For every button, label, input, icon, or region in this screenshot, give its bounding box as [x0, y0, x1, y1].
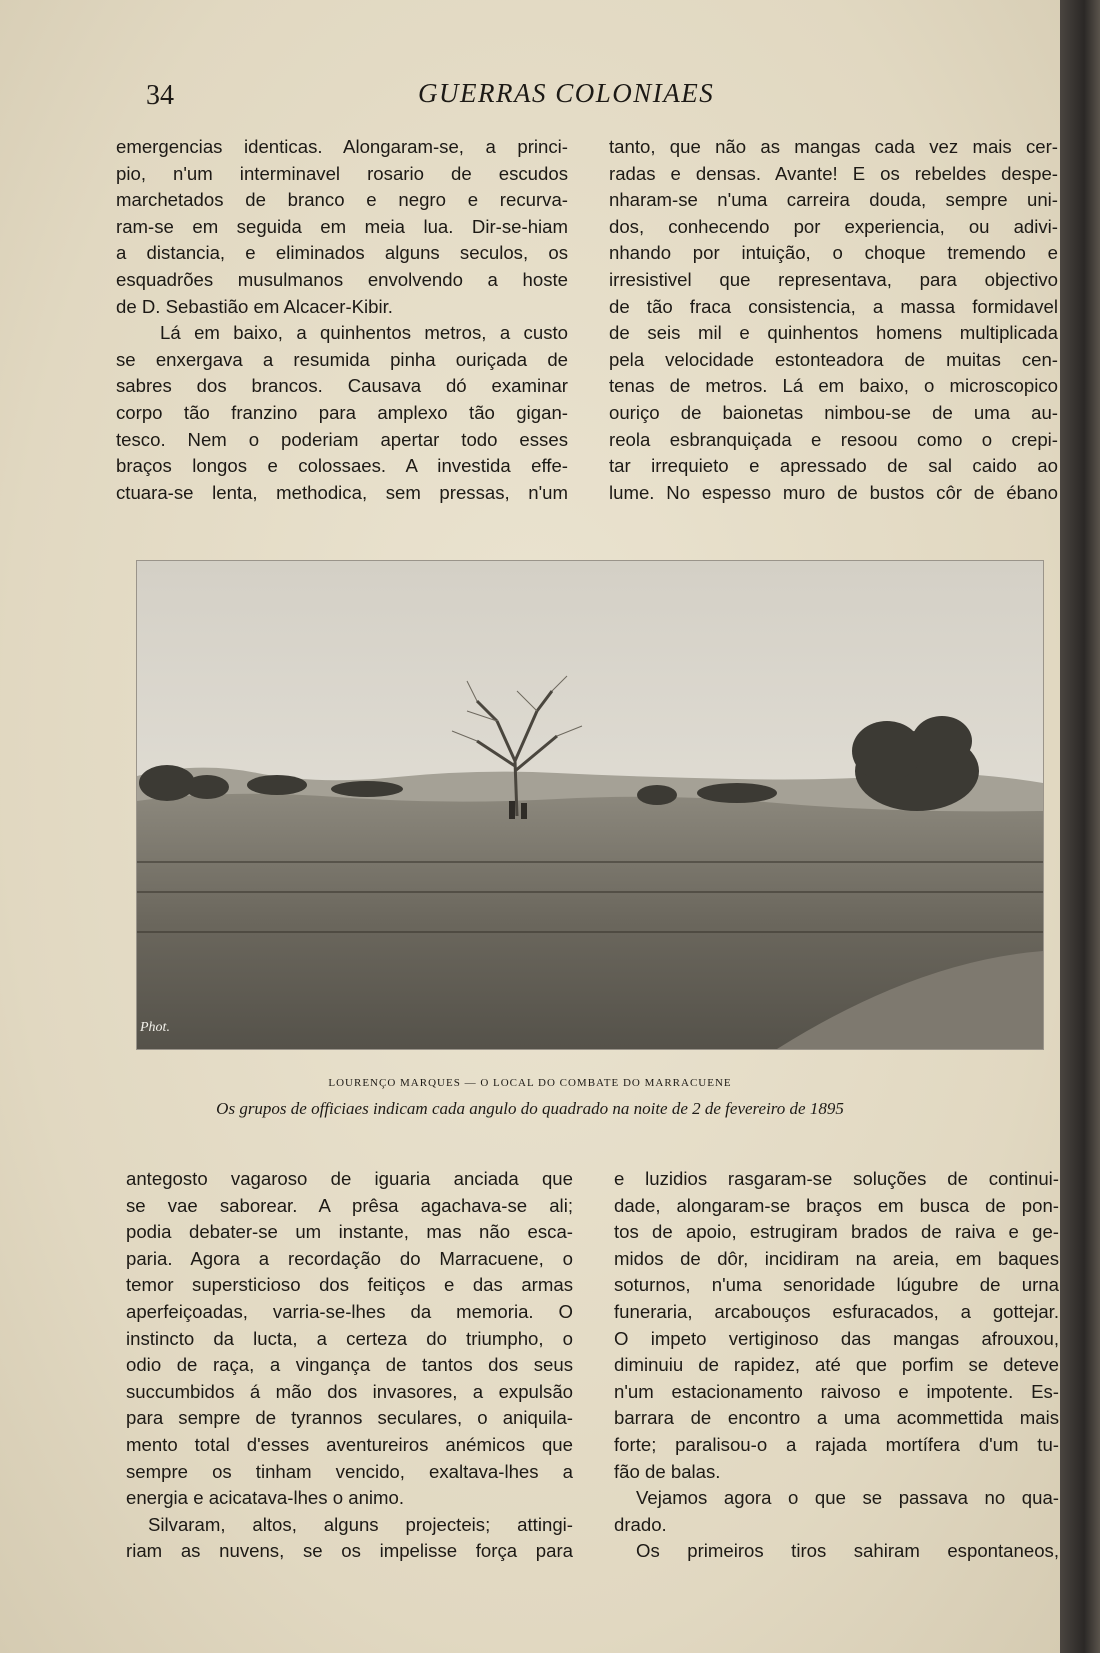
text-line: tesco. Nem o poderiam apertar todo esses — [116, 428, 568, 450]
text-line: instincto da lucta, a certeza do triumpho, o — [126, 1327, 573, 1349]
text-line: radas e densas. Avante! E os rebeldes despe- — [609, 162, 1058, 184]
text-line: soturnos, n'uma senoridade lúgubre de urna — [614, 1274, 1059, 1296]
text-line: ctuara-se lenta, methodica, sem pressas, n'um — [116, 481, 568, 503]
text-line: dade, alongaram-se braços em busca de pon- — [614, 1194, 1059, 1216]
text-line: dos, conhecendo por experiencia, ou adivi- — [609, 215, 1058, 237]
text-line: se vae saborear. A prêsa agachava-se ali; — [126, 1194, 573, 1216]
text-line: esquadrões musulmanos envolvendo a hoste — [116, 268, 568, 290]
text-line: irresistivel que representava, para objectivo — [609, 268, 1058, 290]
text-line: nhando por intuição, o choque tremendo e — [609, 242, 1058, 264]
figure-caption-subtitle: Os grupos de officiaes indicam cada angulo do quadrado na noite de 2 de fevereiro de 1895 — [216, 1099, 844, 1118]
text-line: de seis mil e quinhentos homens multiplicada — [609, 322, 1058, 344]
text-line: paria. Agora a recordação do Marracuene, o — [126, 1247, 573, 1269]
text-line: mento total d'esses aventureiros anémicos que — [126, 1433, 573, 1455]
text-line: funeraria, arcabouços esfuracados, a gottejar. — [614, 1300, 1059, 1322]
text-line: tos de apoio, estrugiram brados de raiva e ge- — [614, 1221, 1059, 1243]
text-line: Os primeiros tiros sahiram espontaneos, — [636, 1540, 1059, 1562]
text-line: midos de dôr, incidiram na areia, em baques — [614, 1247, 1059, 1269]
text-line: de tão fraca consistencia, a massa formidavel — [609, 295, 1058, 317]
text-line: nharam-se n'uma carreira douda, sempre uni- — [609, 189, 1058, 211]
text-line: aperfeiçoadas, varria-se-lhes da memoria. O — [126, 1300, 573, 1322]
text-line: ram-se em seguida em meia lua. Dir-se-hiam — [116, 215, 568, 237]
text-line: riam as nuvens, se os impelisse força para — [126, 1540, 573, 1562]
text-line: odio de raça, a vingança de tantos dos seus — [126, 1354, 573, 1376]
text-column-top-left — [116, 134, 568, 506]
text-line: sempre os tinham vencido, exaltava-lhes a — [126, 1460, 573, 1482]
text-line: a distancia, e eliminados alguns seculos, os — [116, 242, 568, 264]
text-line: O impeto vertiginoso das mangas afrouxou, — [614, 1327, 1059, 1349]
text-line: reola esbranquiçada e resoou como o crepi- — [609, 428, 1058, 450]
text-column-bottom-right — [614, 1166, 1059, 1565]
text-line: n'um estacionamento raivoso e impotente. Es- — [614, 1380, 1059, 1402]
text-line: podia debater-se um instante, mas não esca- — [126, 1221, 573, 1243]
book-edge — [1060, 0, 1100, 1653]
text-line: Lá em baixo, a quinhentos metros, a custo — [160, 322, 568, 344]
running-head: GUERRAS COLONIAES — [418, 78, 715, 108]
landscape-photograph — [136, 560, 1044, 1050]
text-line: pio, n'um interminavel rosario de escudos — [116, 162, 568, 184]
photographer-signature: Phot. — [140, 1020, 170, 1035]
text-line: fão de balas. — [614, 1460, 721, 1482]
text-line: tar irrequieto e apressado de sal caido ao — [609, 455, 1058, 477]
figure-caption-title: LOURENÇO MARQUES — O LOCAL DO COMBATE DO MARRACUENE — [328, 1077, 732, 1089]
text-line: corpo tão franzino para amplexo tão gigan- — [116, 401, 568, 423]
text-line: Silvaram, altos, alguns projecteis; attingi- — [148, 1513, 573, 1535]
text-line: succumbidos á mão dos invasores, a expulsão — [126, 1380, 573, 1402]
text-line: antegosto vagaroso de iguaria anciada que — [126, 1168, 573, 1189]
text-line: lume. No espesso muro de bustos côr de ébano — [609, 481, 1058, 503]
text-line: sabres dos brancos. Causava dó examinar — [116, 375, 568, 397]
text-line: de D. Sebastião em Alcacer-Kibir. — [116, 295, 393, 317]
text-line: e luzidios rasgaram-se soluções de continui- — [614, 1168, 1059, 1189]
text-line: braços longos e colossaes. A investida effe- — [116, 455, 568, 477]
text-column-top-right — [609, 134, 1058, 506]
text-line: tanto, que não as mangas cada vez mais cer- — [609, 136, 1058, 157]
page-number: 34 — [146, 80, 174, 111]
text-line: ouriço de baionetas nimbou-se de uma au- — [609, 401, 1058, 423]
text-line: tenas de metros. Lá em baixo, o microscopico — [609, 375, 1058, 397]
text-line: Vejamos agora o que se passava no qua- — [636, 1487, 1059, 1509]
text-line: diminuiu de rapidez, até que porfim se deteve — [614, 1354, 1059, 1376]
text-line: pela velocidade estonteadora de muitas cen- — [609, 348, 1058, 370]
text-line: marchetados de branco e negro e recurva- — [116, 189, 568, 211]
text-line: barrara de encontro a uma acommettida mais — [614, 1407, 1059, 1429]
text-line: drado. — [614, 1513, 667, 1535]
text-line: emergencias identicas. Alongaram-se, a princi- — [116, 136, 568, 157]
text-line: forte; paralisou-o a rajada mortífera d'um tu- — [614, 1433, 1059, 1455]
text-column-bottom-left — [126, 1166, 573, 1565]
text-line: temor supersticioso dos feitiços e das armas — [126, 1274, 573, 1296]
text-line: se enxergava a resumida pinha ouriçada de — [116, 348, 568, 370]
text-line: energia e acicatava-lhes o animo. — [126, 1487, 405, 1509]
text-line: para sempre de tyrannos seculares, o aniquila- — [126, 1407, 573, 1429]
